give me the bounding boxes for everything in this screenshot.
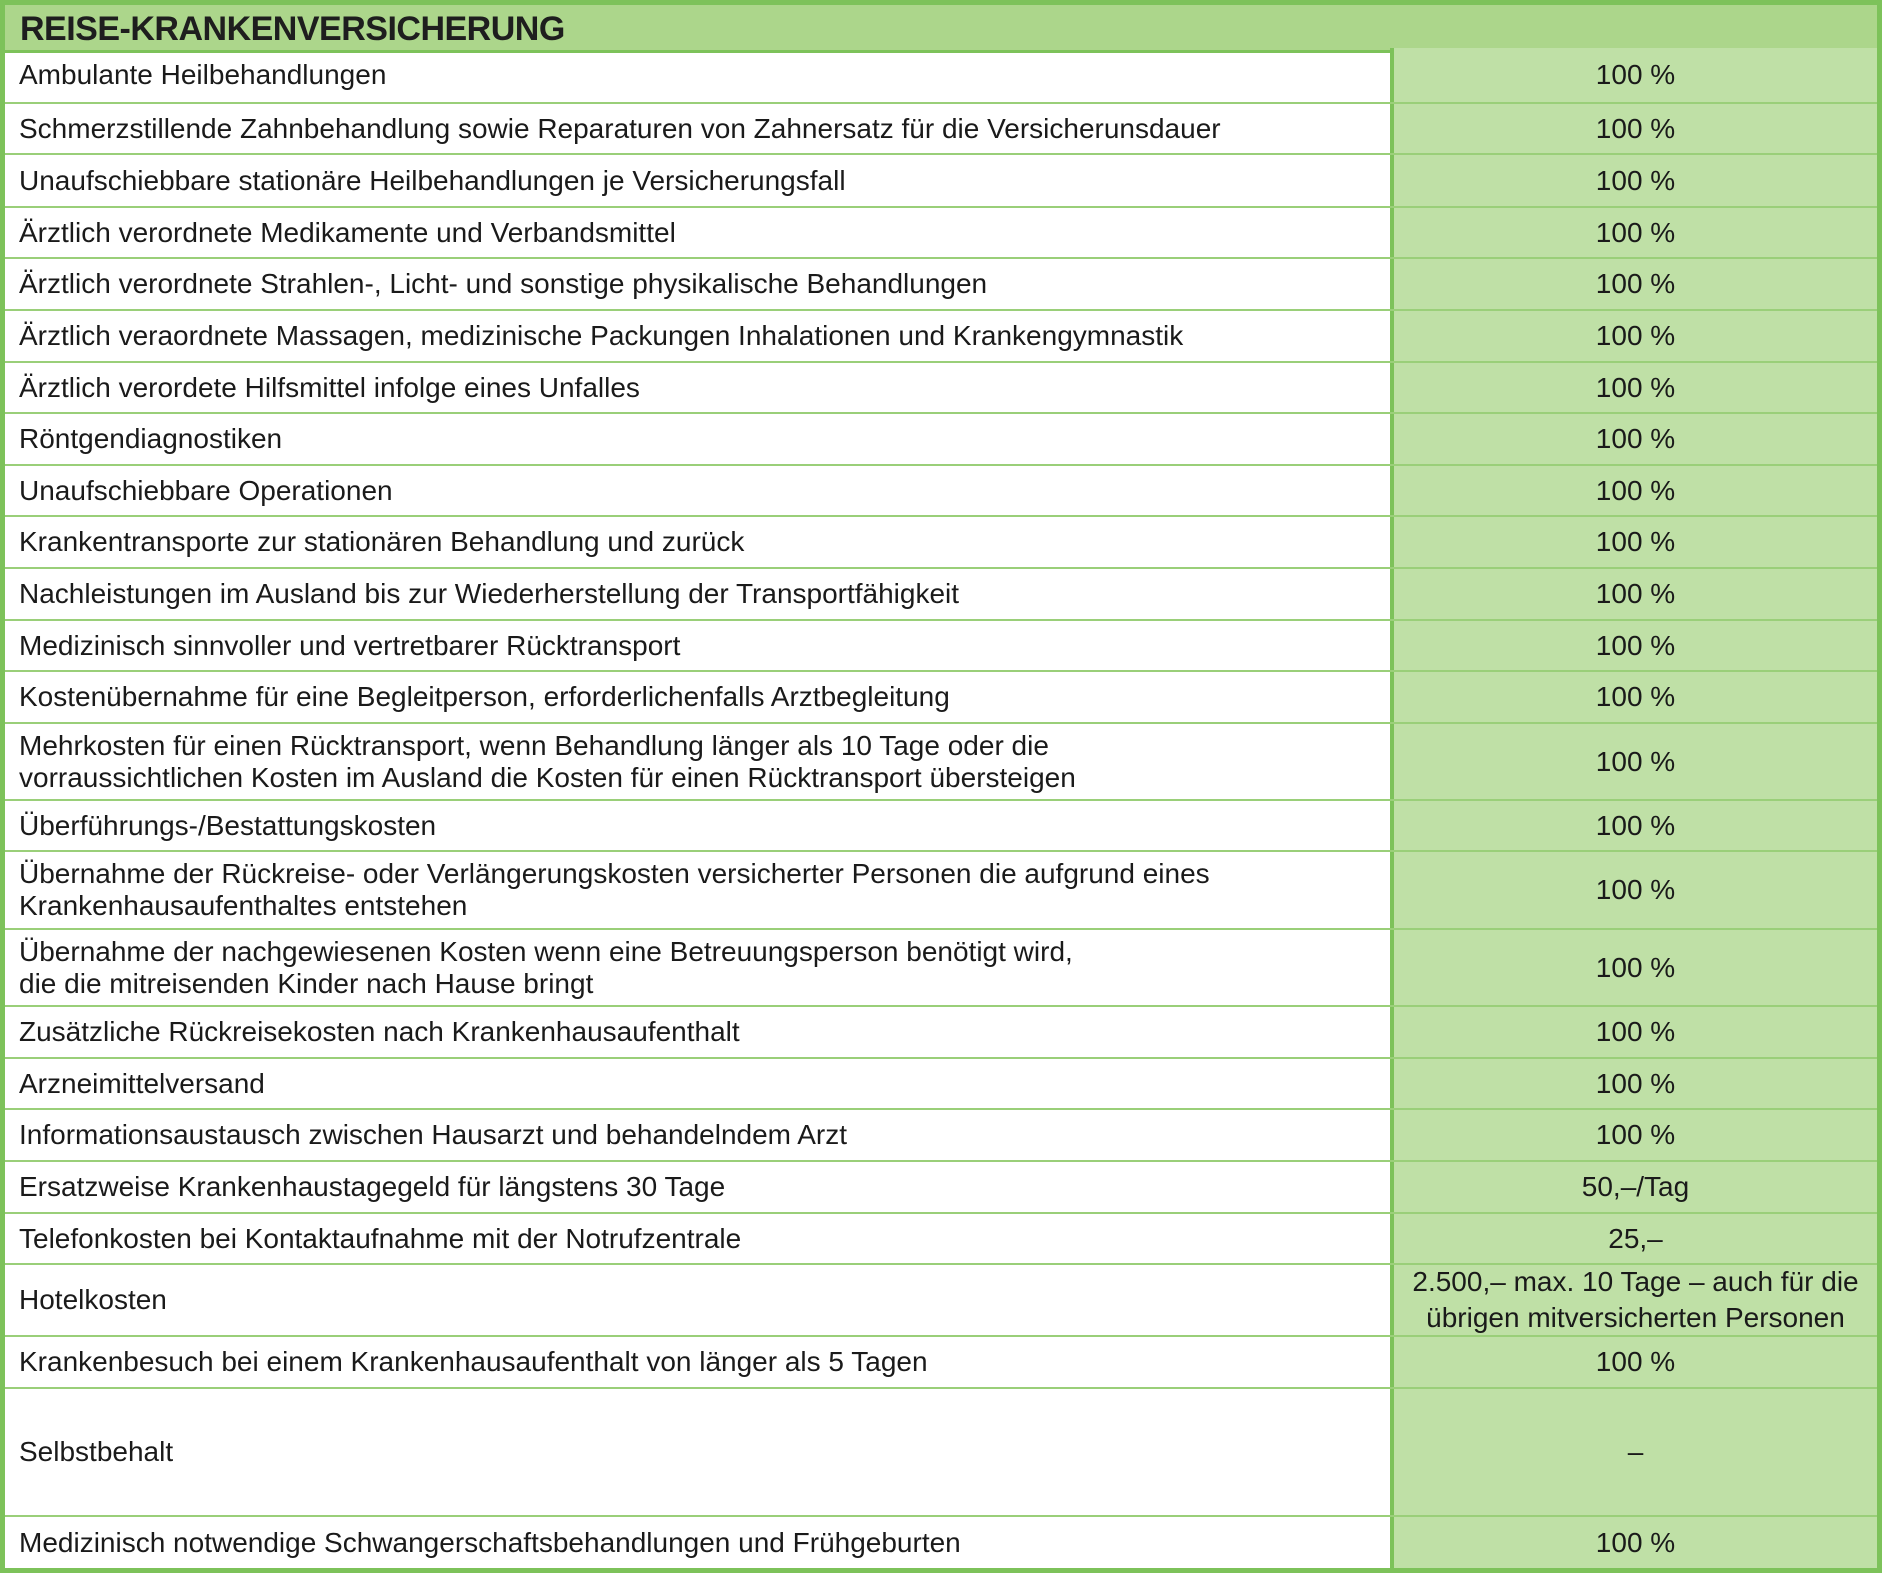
table-row bbox=[5, 1110, 1877, 1162]
benefit-value: 100 % bbox=[1390, 1337, 1877, 1387]
table-row bbox=[5, 930, 1877, 1007]
benefit-value: 100 % bbox=[1390, 363, 1877, 412]
table-row bbox=[5, 466, 1877, 517]
benefit-label: Hotelkosten bbox=[19, 1284, 167, 1315]
benefit-label: Unaufschiebbare Operationen bbox=[19, 474, 393, 506]
benefit-value: 100 % bbox=[1390, 311, 1877, 361]
table-row bbox=[5, 363, 1877, 414]
benefit-label: Informationsaustausch zwischen Hausarzt und behandelndem Arzt bbox=[19, 1119, 848, 1150]
table-row bbox=[5, 852, 1877, 930]
benefit-value: 100 % bbox=[1390, 852, 1877, 928]
table-row bbox=[5, 569, 1877, 621]
table-row bbox=[5, 1162, 1877, 1214]
benefit-label: Kostenübernahme für eine Begleitperson, erforderlichenfalls Arztbegleitung bbox=[19, 681, 950, 712]
table-row bbox=[5, 1007, 1877, 1059]
benefit-value: 100 % bbox=[1390, 208, 1877, 257]
table-row bbox=[5, 1059, 1877, 1110]
benefit-label: Krankentransporte zur stationären Behandlung und zurück bbox=[19, 526, 745, 557]
table-row bbox=[5, 414, 1877, 466]
table-row bbox=[5, 1517, 1877, 1568]
table-row bbox=[5, 208, 1877, 259]
benefit-label: Medizinisch notwendige Schwangerschaftsbehandlungen und Frühgeburten bbox=[19, 1526, 961, 1558]
benefit-label: Selbstbehalt bbox=[19, 1436, 174, 1467]
benefit-label: Übernahme der nachgewiesenen Kosten wenn eine Betreuungsperson benötigt wird, die die mitreisenden Kinder nach Hause bringt bbox=[19, 935, 1073, 999]
benefit-label: Ärztlich verordnete Strahlen-, Licht- und sonstige physikalische Behandlungen bbox=[19, 268, 988, 299]
benefit-value: 100 % bbox=[1390, 1059, 1877, 1108]
benefit-label: Nachleistungen im Ausland bis zur Wiederherstellung der Transportfähigkeit bbox=[19, 578, 960, 609]
table-row bbox=[5, 621, 1877, 672]
benefit-value: 100 % bbox=[1390, 724, 1877, 799]
table-row bbox=[5, 724, 1877, 801]
benefit-value: 100 % bbox=[1390, 104, 1877, 153]
benefit-label: Schmerzstillende Zahnbehandlung sowie Reparaturen von Zahnersatz für die Versicherunsdauer bbox=[19, 112, 1221, 144]
table-row bbox=[5, 1265, 1877, 1337]
benefit-label: Ärztlich veraordnete Massagen, medizinische Packungen Inhalationen und Krankengymnastik bbox=[19, 320, 1184, 351]
benefit-label: Ersatzweise Krankenhaustagegeld für längstens 30 Tage bbox=[19, 1171, 726, 1202]
table-row bbox=[5, 155, 1877, 208]
benefit-value: 100 % bbox=[1390, 1007, 1877, 1057]
benefit-value: 50,–/Tag bbox=[1390, 1162, 1877, 1212]
table-row bbox=[5, 801, 1877, 852]
table-row bbox=[5, 672, 1877, 724]
benefit-label: Röntgendiagnostiken bbox=[19, 423, 283, 454]
benefit-value: 100 % bbox=[1390, 414, 1877, 464]
benefit-label: Zusätzliche Rückreisekosten nach Krankenhausaufenthalt bbox=[19, 1016, 740, 1047]
benefit-label: Krankenbesuch bei einem Krankenhausaufenthalt von länger als 5 Tagen bbox=[19, 1346, 928, 1377]
benefit-label: Ärztlich verordete Hilfsmittel infolge eines Unfalles bbox=[19, 371, 640, 403]
benefit-value: 100 % bbox=[1390, 569, 1877, 619]
table-row bbox=[5, 1214, 1877, 1265]
benefit-label: Ärztlich verordnete Medikamente und Verbandsmittel bbox=[19, 216, 676, 248]
benefit-value: 100 % bbox=[1390, 801, 1877, 850]
benefit-label: Ambulante Heilbehandlungen bbox=[19, 59, 387, 90]
benefit-value: – bbox=[1390, 1389, 1877, 1515]
benefit-label: Unaufschiebbare stationäre Heilbehandlungen je Versicherungsfall bbox=[19, 164, 846, 196]
benefit-value: 100 % bbox=[1390, 621, 1877, 670]
benefit-value: 100 % bbox=[1390, 466, 1877, 515]
benefit-label: Medizinisch sinnvoller und vertretbarer Rücktransport bbox=[19, 629, 681, 661]
benefit-value: 100 % bbox=[1390, 48, 1877, 102]
table-row bbox=[5, 48, 1877, 104]
benefit-label: Mehrkosten für einen Rücktransport, wenn Behandlung länger als 10 Tage oder die vorraussichtlichen Kosten im Ausland die Kosten für einen Rücktransport übersteigen bbox=[19, 729, 1076, 793]
table-title: REISE-KRANKENVERSICHERUNG bbox=[20, 10, 565, 48]
benefit-value: 100 % bbox=[1390, 672, 1877, 722]
benefit-value: 100 % bbox=[1390, 1517, 1877, 1568]
table-row bbox=[5, 1337, 1877, 1389]
benefit-value: 25,– bbox=[1390, 1214, 1877, 1263]
table-row bbox=[5, 259, 1877, 311]
benefit-label: Übernahme der Rückreise- oder Verlängerungskosten versicherter Personen die aufgrund eines Krankenhausaufenthaltes entstehen bbox=[19, 858, 1210, 921]
benefit-value: 100 % bbox=[1390, 930, 1877, 1005]
table-row bbox=[5, 104, 1877, 155]
benefit-value: 100 % bbox=[1390, 155, 1877, 206]
table-row bbox=[5, 311, 1877, 363]
benefit-label: Arzneimittelversand bbox=[19, 1067, 265, 1099]
benefit-value: 2.500,– max. 10 Tage – auch für die übrigen mitversicherten Personen bbox=[1390, 1265, 1877, 1335]
table-header bbox=[5, 5, 1877, 53]
benefit-value: 100 % bbox=[1390, 517, 1877, 567]
benefit-label: Telefonkosten bei Kontaktaufnahme mit der Notrufzentrale bbox=[19, 1222, 742, 1254]
benefit-value: 100 % bbox=[1390, 259, 1877, 309]
benefit-value: 100 % bbox=[1390, 1110, 1877, 1160]
benefit-label: Überführungs-/Bestattungskosten bbox=[19, 809, 437, 841]
table-row bbox=[5, 517, 1877, 569]
table-row bbox=[5, 1389, 1877, 1517]
